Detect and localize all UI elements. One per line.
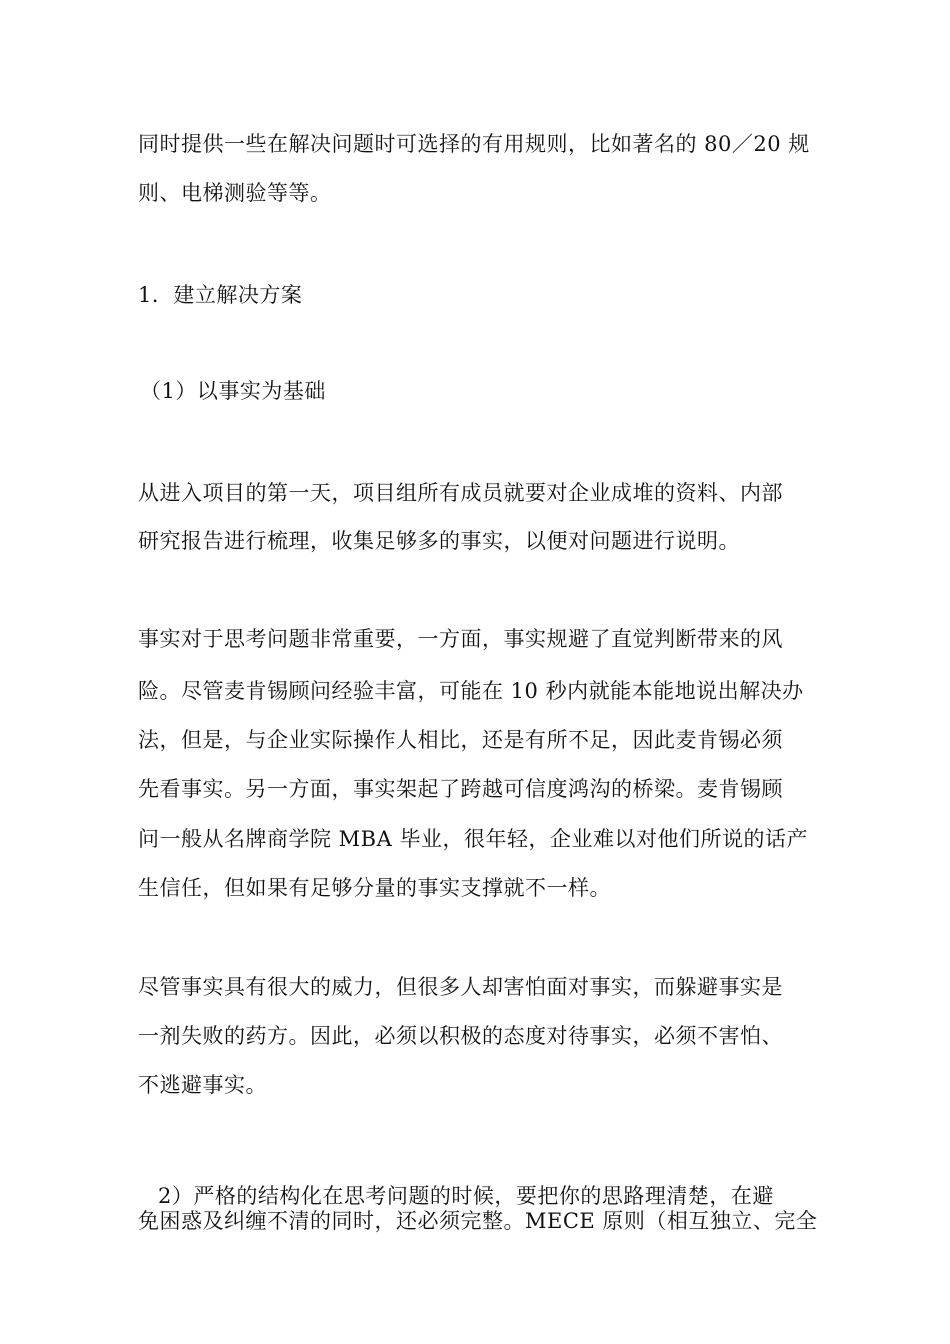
para2-line-3: 法，但是，与企业实际操作人相比，还是有所不足，因此麦肯锡必须 — [138, 728, 783, 752]
section-heading: 1．建立解决方案 — [138, 283, 303, 307]
para3-line-1: 尽管事实具有很大的威力，但很多人却害怕面对事实，而躲避事实是 — [138, 975, 783, 999]
para2-line-6: 生信任，但如果有足够分量的事实支撑就不一样。 — [138, 876, 611, 900]
intro-line-1: 同时提供一些在解决问题时可选择的有用规则，比如著名的 80／20 规 — [138, 132, 810, 156]
para4-line-2: 免困惑及纠缠不清的同时，还必须完整。MECE 原则（相互独立、完全 — [138, 1209, 818, 1233]
para3-line-3: 不逃避事实。 — [138, 1073, 267, 1097]
para1-line-2: 研究报告进行梳理，收集足够多的事实，以便对问题进行说明。 — [138, 529, 740, 553]
subsection-heading-1: （1）以事实为基础 — [140, 379, 326, 403]
intro-line-2: 则、电梯测验等等。 — [138, 181, 332, 205]
para3-line-2: 一剂失败的药方。因此，必须以积极的态度对待事实，必须不害怕、 — [138, 1024, 783, 1048]
para1-line-1: 从进入项目的第一天，项目组所有成员就要对企业成堆的资料、内部 — [138, 481, 783, 505]
para2-line-4: 先看事实。另一方面，事实架起了跨越可信度鸿沟的桥梁。麦肯锡顾 — [138, 777, 783, 801]
para2-line-2: 险。尽管麦肯锡顾问经验丰富，可能在 10 秒内就能本能地说出解决办 — [138, 679, 804, 703]
para2-line-5: 问一般从名牌商学院 MBA 毕业，很年轻，企业难以对他们所说的话产 — [138, 827, 808, 851]
para4-line-1: 2）严格的结构化在思考问题的时候，要把你的思路理清楚，在避 — [158, 1184, 774, 1208]
para2-line-1: 事实对于思考问题非常重要，一方面，事实规避了直觉判断带来的风 — [138, 627, 783, 651]
